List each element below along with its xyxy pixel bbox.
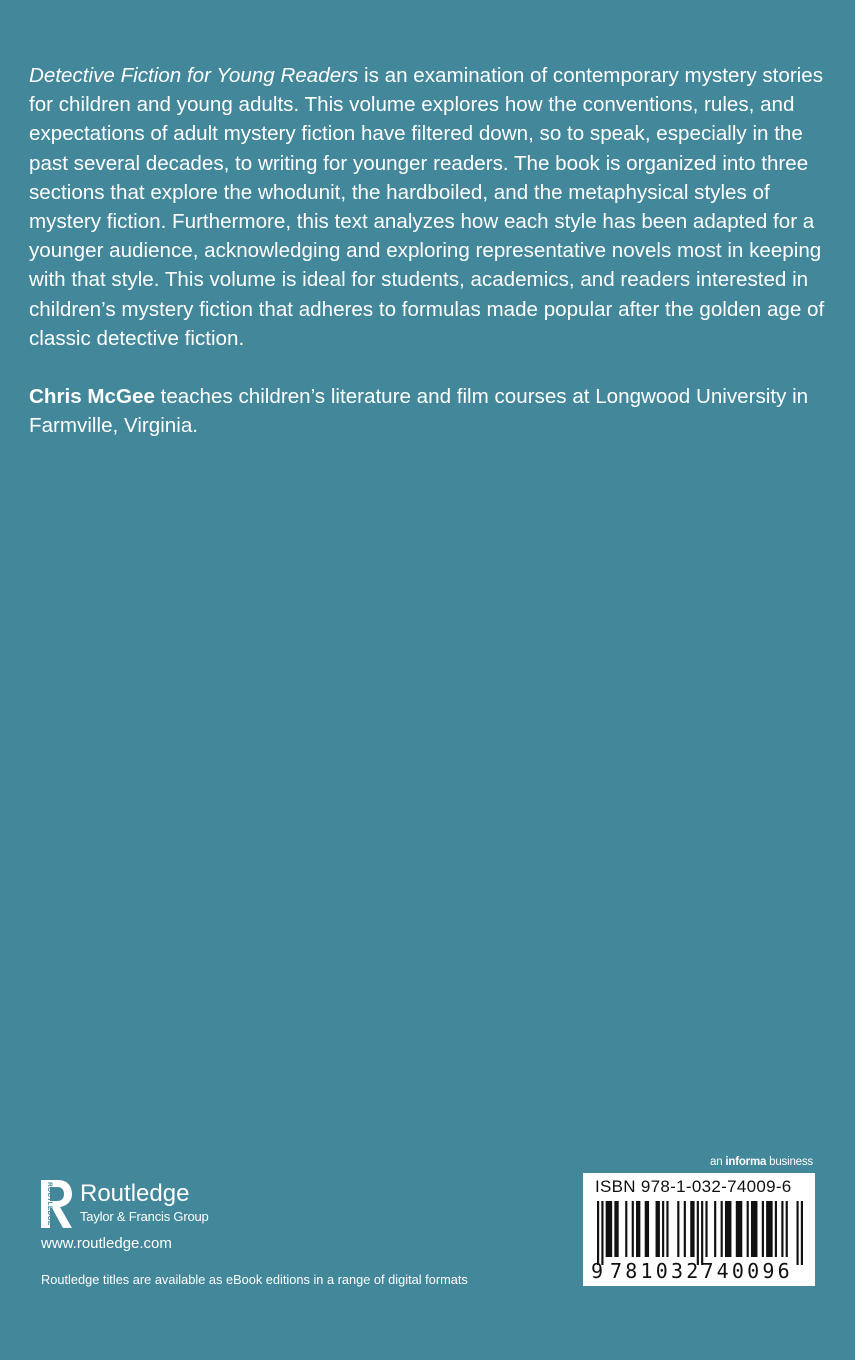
barcode-bar [801,1201,803,1265]
barcode-bar [645,1201,649,1257]
isbn-label: ISBN 978-1-032-74009-6 [595,1177,792,1196]
barcode-bar [762,1201,764,1257]
barcode-bar [632,1201,634,1257]
barcode-bar [625,1201,627,1257]
barcode-bar [701,1201,703,1265]
barcode-bar [775,1201,777,1257]
publisher-website: www.routledge.com [41,1235,172,1252]
routledge-logo [38,1176,258,1230]
barcode-bar [614,1201,618,1257]
barcode-digits: 781032740096 [610,1259,793,1283]
barcode-bar [656,1201,660,1257]
routledge-vertical-text: ROUTLEDGE [46,1182,53,1226]
barcode-bar [721,1201,723,1257]
barcode-bar [662,1201,664,1257]
barcode-bar [705,1201,707,1257]
book-description [29,61,841,353]
barcode-bar [597,1201,599,1265]
barcode-bar [601,1201,603,1265]
publisher-group: Taylor & Francis Group [80,1209,209,1224]
barcode-bar [736,1201,743,1257]
barcode-bar [796,1201,798,1265]
barcode-bar [751,1201,758,1257]
barcode-bar [781,1201,783,1257]
barcode-bar [636,1201,640,1257]
author-name: Chris McGee [29,385,155,408]
informa-bold: informa [725,1156,767,1168]
publisher-name: Routledge [80,1180,190,1207]
routledge-r-icon [38,1178,74,1230]
description-body: is an examination of contemporary mystery stories for children and young adults. This volume explores how the conventions, rules, and expectations of adult mystery fiction have filtered down, so to speak, especially in the past several decades, to writing for younger readers. The book is organized into three sections that explore the whodunit, the hardboiled, and the metaphysical styles of mystery fiction. Furthermore, this text analyzes how each style has been adapted for a younger audience, acknowledging and exploring representative novels most in keeping with that style. This volume is ideal for students, academics, and readers interested in children’s mystery fiction that adheres to formulas made popular after the golden age of classic detective fiction. [29,64,825,350]
barcode-bar [766,1201,773,1257]
barcode-lead-digit: 9 [591,1259,604,1283]
barcode-bar [677,1201,679,1257]
informa-suffix: business [766,1156,813,1168]
barcode-bar [697,1201,699,1265]
barcode-bars [597,1201,803,1265]
barcode-bar [606,1201,613,1257]
barcode-bar [725,1201,732,1257]
author-bio [29,382,841,440]
barcode-bar [666,1201,668,1257]
barcode-bar [786,1201,788,1257]
barcode-bar [684,1201,686,1257]
barcode-bar [747,1201,749,1257]
author-bio-text: teaches children’s literature and film courses at Longwood University in Farmville, Virginia. [29,385,809,438]
ebook-note: Routledge titles are available as eBook editions in a range of digital formats [41,1272,468,1287]
informa-business-tag [710,1155,813,1169]
barcode-bar [714,1201,716,1257]
barcode [583,1173,815,1286]
informa-prefix: an [710,1156,726,1168]
barcode-bar [690,1201,694,1257]
book-title: Detective Fiction for Young Readers [29,64,359,87]
